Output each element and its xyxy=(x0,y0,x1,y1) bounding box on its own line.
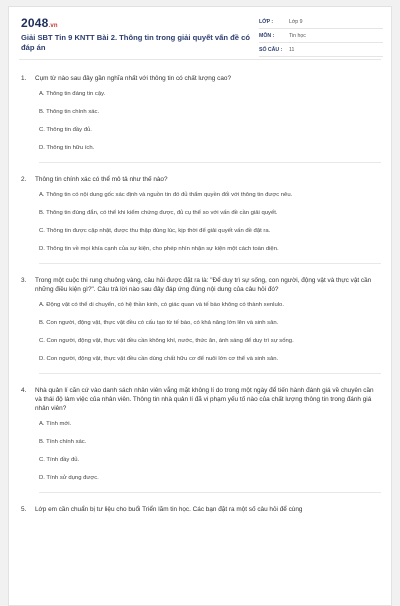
meta-row-count xyxy=(259,43,383,57)
question-stem xyxy=(19,505,381,514)
document-title: Giải SBT Tin 9 KNTT Bài 2. Thông tin trong giải quyết vấn đề có đáp án xyxy=(21,33,250,52)
meta-value: 11 xyxy=(289,46,295,53)
question-number: 3. xyxy=(21,277,27,284)
logo-tld: .vn xyxy=(48,23,58,29)
meta-key: SỐ CÂU : xyxy=(259,46,283,53)
answer-option-d[interactable]: D. Tính sử dụng được. xyxy=(39,474,381,493)
question-number: 1. xyxy=(21,75,27,82)
answer-option-c[interactable]: C. Thông tin được cập nhật, được thu thập đúng lúc, kịp thời để giải quyết vấn đề đặt ra. xyxy=(39,228,271,234)
answer-option-b[interactable]: B. Thông tin đúng đắn, có thể khi kiểm chứng được, đủ cụ thể so với vấn đề cần giải quyết. xyxy=(39,210,278,216)
answer-option-a[interactable]: A. Động vật có thể di chuyển, có hệ thần kinh, có giác quan và tế bào không có thành xenlulo. xyxy=(39,302,284,308)
question-text: Thông tin chính xác có thể mô tả như thế nào? xyxy=(35,176,168,183)
meta-row-grade xyxy=(259,15,383,29)
answer-options xyxy=(39,90,381,163)
question-number: 2. xyxy=(21,176,27,183)
answer-option-a[interactable]: A. Thông tin đáng tin cậy. xyxy=(39,91,106,97)
question-4 xyxy=(19,386,381,493)
meta-key: LỚP : xyxy=(259,18,274,25)
answer-option-c[interactable]: C. Con người, động vật, thực vật đều cần không khí, nước, thức ăn, ánh sáng để duy trì sự sống. xyxy=(39,338,294,344)
meta-value: Tin học xyxy=(289,32,306,39)
answer-option-a[interactable]: A. Tính mới. xyxy=(39,421,72,427)
answer-option-d[interactable]: D. Thông tin hữu ích. xyxy=(39,144,381,163)
answer-option-a[interactable]: A. Thông tin có nội dung gốc xác định và nguồn tin đó đủ thẩm quyền đối với thông tin được nêu. xyxy=(39,192,293,198)
answer-options xyxy=(39,191,381,264)
meta-table xyxy=(259,15,383,57)
question-list xyxy=(9,60,391,514)
question-3 xyxy=(19,276,381,374)
meta-key: MÔN : xyxy=(259,32,275,39)
question-text: Trong một cuộc thi rung chuông vàng, câu hỏi được đặt ra là: "Để duy trì sự sống, con người, động vật và thực vật cần những điều kiện gì?". Câu trả lời nào sau đây đáp ứng đúng nội dung của câu hỏi đó? xyxy=(35,277,372,293)
question-stem xyxy=(19,74,381,83)
answer-option-c[interactable]: C. Thông tin đầy đủ. xyxy=(39,127,92,133)
answer-option-b[interactable]: B. Tính chính xác. xyxy=(39,439,87,445)
logo-main: 2048 xyxy=(21,16,49,30)
question-text: Lớp em cần chuẩn bị tư liệu cho buổi Triển lãm tin học. Các bạn đặt ra một số câu hỏi để cùng xyxy=(35,506,303,513)
answer-option-b[interactable]: B. Con người, động vật, thực vật đều có cấu tạo từ tế bào, có khả năng lớn lên và sinh sản. xyxy=(39,320,279,326)
answer-options xyxy=(39,420,381,493)
answer-option-c[interactable]: C. Tính đầy đủ. xyxy=(39,457,80,463)
question-stem xyxy=(19,276,381,294)
site-logo[interactable] xyxy=(21,16,58,30)
meta-value: Lớp 9 xyxy=(289,18,303,25)
question-stem xyxy=(19,386,381,413)
answer-option-d[interactable]: D. Con người, động vật, thực vật đều cần dùng chất hữu cơ để nuôi lớn cơ thể và sinh sản. xyxy=(39,355,381,374)
document-header xyxy=(19,7,381,60)
question-5 xyxy=(19,505,381,514)
answer-options xyxy=(39,301,381,374)
answer-option-d[interactable]: D. Thông tin về mọi khía cạnh của sự kiện, cho phép nhìn nhận sự kiện một cách toàn diện. xyxy=(39,245,381,264)
question-stem xyxy=(19,175,381,184)
question-text: Nhà quản lí căn cứ vào danh sách nhân viên vắng mặt không lí do trong một ngày để tiến hành đánh giá về chuyên cần và thái độ làm việc của nhân viên. Thông tin nhà quản lí đã vi phạm yếu tố nào của chất lượng thông tin trong đánh giá nhân viên? xyxy=(35,387,374,412)
question-1 xyxy=(19,74,381,163)
meta-row-subject xyxy=(259,29,383,43)
answer-option-b[interactable]: B. Thông tin chính xác. xyxy=(39,109,100,115)
question-2 xyxy=(19,175,381,264)
document-page xyxy=(8,6,392,606)
question-number: 4. xyxy=(21,387,27,394)
question-text: Cụm từ nào sau đây gần nghĩa nhất với thông tin có chất lượng cao? xyxy=(35,75,231,82)
question-number: 5. xyxy=(21,506,27,513)
